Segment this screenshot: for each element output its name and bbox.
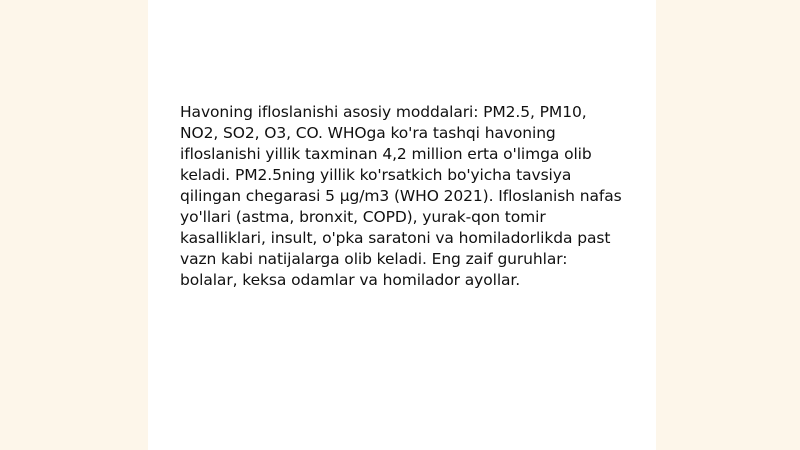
document-sheet — [148, 0, 656, 450]
body-paragraph: Havoning ifloslanishi asosiy moddalari: PM2.5, PM10, NO2, SO2, O3, CO. WHOga ko'ra tashqi havoning ifloslanishi yillik taxminan 4,2 million erta o'limga olib keladi. PM2.5ning yillik ko'rsatkich bo'yicha tavsiya qilingan chegarasi 5 µg/m3 (WHO 2021). Ifloslanish nafas yo'llari (astma, bronxit, COPD), yurak-qon tomir kasalliklari, insult, o'pka saratoni va homiladorlikda past vazn kabi natijalarga olib keladi. Eng zaif guruhlar: bolalar, keksa odamlar va homilador ayollar. — [180, 103, 622, 289]
